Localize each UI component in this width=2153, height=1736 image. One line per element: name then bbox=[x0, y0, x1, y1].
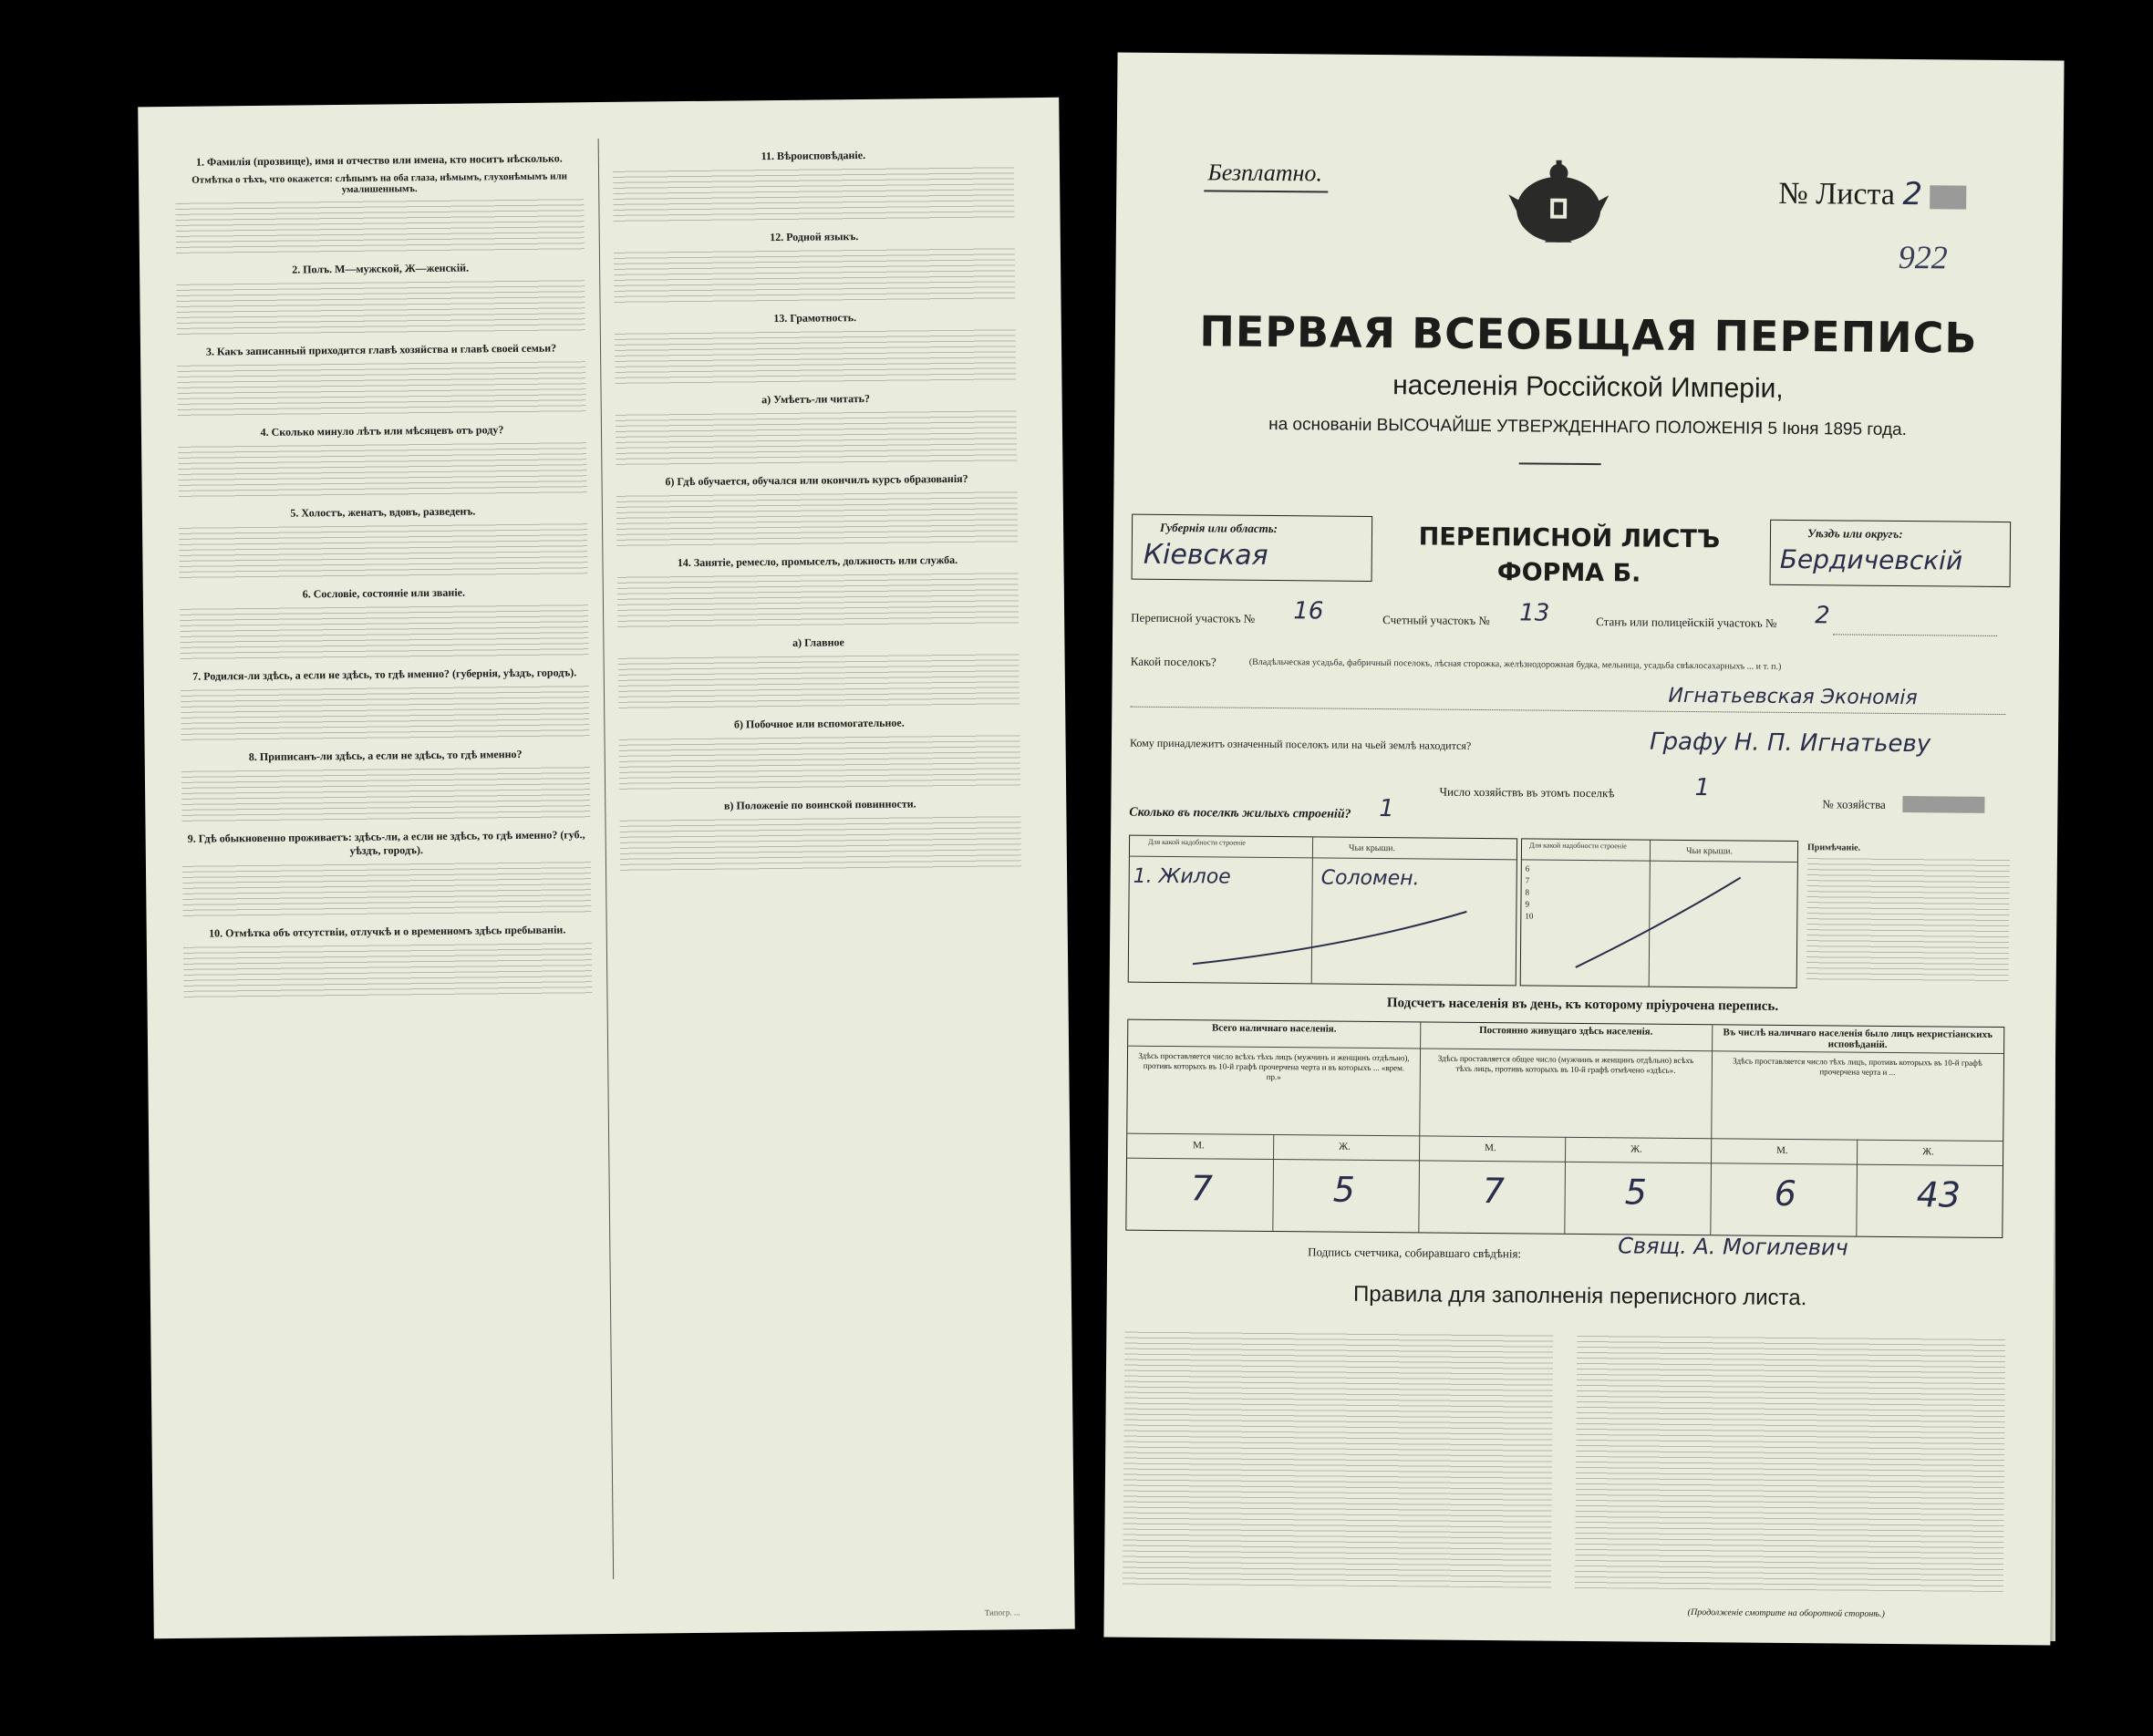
instruction-text-lines bbox=[618, 651, 1020, 710]
instruction-text-lines bbox=[175, 196, 585, 255]
redaction-block bbox=[1902, 796, 1984, 813]
instruction-heading: 1. Фамилія (прозвище), имя и отчество или имена, кто носитъ нѣсколько. bbox=[195, 151, 563, 169]
instruction-heading: а) Главное bbox=[792, 636, 844, 649]
free-label-underline bbox=[1204, 190, 1328, 192]
buildings-table-right bbox=[1520, 838, 1798, 988]
perepisnoy-uchastok-value: 16 bbox=[1293, 597, 1324, 625]
instruction-text-lines bbox=[615, 326, 1017, 386]
instruction-heading: 14. Занятіе, ремесло, промыселъ, должность или служба. bbox=[677, 553, 958, 570]
instruction-heading: 13. Грамотность. bbox=[773, 311, 857, 326]
free-label: Безплатно. bbox=[1207, 159, 1323, 187]
instruction-text-lines bbox=[618, 732, 1020, 791]
instruction-text-lines bbox=[616, 408, 1018, 467]
instruction-heading: б) Гдѣ обучается, обучался или окончилъ курсъ образованія? bbox=[665, 471, 968, 489]
instruction-section bbox=[177, 341, 586, 418]
poselok-label: Какой поселокъ? bbox=[1130, 654, 1216, 669]
form-subtitle: населенія Россійской Имперіи, bbox=[1392, 370, 1784, 404]
instruction-heading: 10. Отмѣтка объ отсутствіи, отлучкѣ и о временномъ здѣсь пребываніи. bbox=[209, 923, 566, 940]
row-number: 10 bbox=[1525, 911, 1534, 921]
instruction-text-lines bbox=[178, 439, 587, 499]
title-rule bbox=[1519, 462, 1601, 465]
calc-column-head: Постоянно живущаго здѣсь населенія. bbox=[1420, 1022, 1712, 1051]
instruction-section bbox=[616, 471, 1018, 548]
row-number: 6 bbox=[1525, 863, 1530, 873]
census-form-page bbox=[1103, 53, 2064, 1646]
form-basis: на основаніи ВЫСОЧАЙШЕ УТВЕРЖДЕННАГО ПОЛОЖЕНІЯ 5 Іюня 1895 года. bbox=[1268, 414, 1908, 440]
instruction-heading: 9. Гдѣ обыкновенно проживаетъ: здѣсь-ли, а если не здѣсь, то гдѣ именно? (губ., уѣздъ, городъ). bbox=[187, 828, 585, 857]
male-label: М. bbox=[1776, 1144, 1788, 1156]
instruction-section bbox=[617, 634, 1020, 710]
instructions-column-1 bbox=[175, 146, 599, 1602]
stan-value: 2 bbox=[1815, 602, 1830, 630]
instruction-section bbox=[616, 553, 1019, 629]
households-value: 1 bbox=[1694, 774, 1711, 802]
buildings-strike-line bbox=[1165, 900, 1495, 976]
female-count: 5 bbox=[1332, 1169, 1356, 1210]
calc-column-head: Въ числѣ наличнаго населенія было лицъ нехристіанскихъ исповѣданій. bbox=[1712, 1025, 2003, 1054]
mf-divider bbox=[1564, 1137, 1566, 1234]
form-name bbox=[1377, 520, 1761, 593]
sheet-number-label: № Листа bbox=[1778, 176, 1896, 212]
column-divider bbox=[598, 139, 615, 1579]
calc-column-desc: Здѣсь проставляется число тѣхъ лицъ, противъ которыхъ въ 10-й графѣ прочерчена черта и ... bbox=[1733, 1056, 1982, 1077]
instruction-heading: б) Побочное или вспомогательное. bbox=[733, 716, 905, 731]
schetny-uchastok-label: Счетный участокъ № bbox=[1382, 613, 1490, 628]
instruction-text-lines bbox=[183, 940, 593, 999]
instruction-section bbox=[179, 503, 588, 580]
buildings-value: 1 bbox=[1379, 795, 1395, 823]
instruction-heading: a) Умѣетъ-ли читать? bbox=[761, 391, 871, 407]
stan-label: Станъ или полицейскій участокъ № bbox=[1596, 615, 1777, 630]
row-number: 9 bbox=[1525, 899, 1530, 909]
archive-number: 922 bbox=[1898, 238, 1948, 276]
poselok-value: Игнатьевская Экономія bbox=[1668, 684, 1918, 710]
instruction-section bbox=[181, 747, 591, 823]
instruction-heading: 5. Холостъ, женатъ, вдовъ, разведенъ. bbox=[290, 504, 476, 520]
instruction-text-lines bbox=[616, 489, 1019, 548]
instruction-text-lines bbox=[181, 683, 590, 742]
instruction-text-lines bbox=[182, 859, 592, 918]
instruction-text-lines bbox=[613, 164, 1015, 223]
calc-column bbox=[1126, 1020, 1421, 1233]
mf-divider bbox=[1856, 1140, 1858, 1236]
row-number: 7 bbox=[1525, 875, 1530, 885]
double-headed-eagle-emblem-icon bbox=[1508, 158, 1610, 250]
households-label: Число хозяйствъ въ этомъ поселкѣ bbox=[1439, 784, 1615, 801]
uezd-label: Уѣздъ или округъ: bbox=[1806, 526, 1903, 542]
instruction-section bbox=[182, 828, 592, 918]
buildings-col2-header: Чьи крыши. bbox=[1348, 842, 1396, 854]
rules-title: Правила для заполненія переписного листа. bbox=[1352, 1281, 1807, 1311]
perepisnoy-uchastok-label: Переписной участокъ № bbox=[1131, 610, 1256, 625]
instruction-section bbox=[619, 796, 1021, 873]
form-title: ПЕРВАЯ ВСЕОБЩАЯ ПЕРЕПИСЬ bbox=[1199, 306, 1978, 363]
instruction-subheading: Отмѣтка о тѣхъ, что окажется: слѣпымъ на оба глаза, нѣмымъ, глухонѣмымъ или умалишеннымъ. bbox=[191, 170, 567, 195]
buildings-col1-header: Для какой надобности строеніе bbox=[1148, 837, 1246, 847]
continuation-note: (Продолженіе смотрите на оборотной сторонѣ.) bbox=[1687, 1607, 1885, 1619]
instruction-heading: 7. Родился-ли здѣсь, а если не здѣсь, то гдѣ именно? (губернія, уѣздъ, городъ). bbox=[192, 666, 577, 683]
instruction-text-lines bbox=[180, 602, 589, 661]
instruction-section bbox=[615, 309, 1017, 386]
sheet-number-value: 2 bbox=[1902, 176, 1923, 213]
instructions-column-2 bbox=[613, 141, 1030, 1597]
signature-label: Подпись счетчика, собиравшаго свѣдѣнія: bbox=[1308, 1245, 1522, 1261]
uezd-box bbox=[1770, 520, 2012, 587]
instruction-heading: в) Положеніе по воинской повинности. bbox=[723, 797, 916, 812]
owner-label: Кому принадлежитъ означенный поселокъ или на чьей землѣ находится? bbox=[1129, 736, 1472, 752]
instruction-text-lines bbox=[179, 521, 588, 580]
male-count: 6 bbox=[1774, 1173, 1797, 1214]
instruction-heading: 2. Полъ. М—мужской, Ж—женскій. bbox=[292, 261, 470, 276]
instruction-heading: 11. Вѣроисповѣданіе. bbox=[761, 148, 866, 163]
buildings-table-header bbox=[1130, 836, 1516, 861]
instruction-section bbox=[183, 923, 593, 999]
instruction-section bbox=[613, 147, 1015, 223]
household-no-label: № хозяйства bbox=[1822, 797, 1886, 811]
calc-column bbox=[1418, 1022, 1713, 1235]
instruction-section bbox=[181, 666, 590, 742]
instruction-section bbox=[614, 228, 1016, 305]
stan-line bbox=[1833, 633, 1997, 636]
instruction-heading: 8. Приписанъ-ли здѣсь, а если не здѣсь, то гдѣ именно? bbox=[248, 747, 523, 764]
instruction-section bbox=[616, 390, 1018, 467]
instruction-text-lines bbox=[619, 813, 1021, 873]
form-name-label: ПЕРЕПИСНОЙ ЛИСТЪ bbox=[1418, 522, 1721, 554]
instruction-heading: 12. Родной языкъ. bbox=[770, 230, 859, 244]
schetny-uchastok-value: 13 bbox=[1519, 599, 1550, 627]
buildings-table-header-2 bbox=[1522, 839, 1797, 863]
female-label: Ж. bbox=[1922, 1146, 1934, 1158]
note-text-lines bbox=[1806, 855, 2010, 985]
instruction-section bbox=[175, 151, 585, 255]
note-label: Примѣчаніе. bbox=[1806, 842, 1861, 853]
instruction-heading: 4. Сколько минуло лѣтъ или мѣсяцевъ отъ роду? bbox=[260, 423, 504, 439]
uezd-value: Бердичевскій bbox=[1779, 543, 1963, 576]
guberniya-label: Губернія или область: bbox=[1159, 520, 1278, 536]
buildings-entry-1-roof: Соломен. bbox=[1320, 866, 1420, 891]
printer-imprint: Типогр. ... bbox=[984, 1607, 1020, 1617]
mf-divider bbox=[1272, 1134, 1274, 1231]
buildings-col2-header-2: Чьи крыши. bbox=[1685, 845, 1734, 857]
buildings-label: Сколько въ поселкѣ жилыхъ строеній? bbox=[1129, 805, 1351, 822]
redaction-block bbox=[1930, 185, 1966, 209]
male-count: 7 bbox=[1190, 1168, 1214, 1209]
owner-value: Графу Н. П. Игнатьеву bbox=[1649, 728, 1931, 759]
calc-column bbox=[1710, 1025, 2003, 1237]
instruction-text-lines bbox=[176, 277, 585, 336]
female-label: Ж. bbox=[1630, 1143, 1642, 1155]
population-calc-table bbox=[1125, 1019, 2004, 1238]
instruction-section bbox=[618, 715, 1020, 791]
signature-value: Свящ. А. Могилевич bbox=[1618, 1233, 1848, 1261]
instruction-section bbox=[178, 422, 587, 499]
instruction-section bbox=[180, 584, 589, 661]
calc-column-head: Всего наличнаго населенія. bbox=[1128, 1020, 1420, 1049]
female-count: 5 bbox=[1624, 1172, 1648, 1213]
buildings-strike-line-2 bbox=[1558, 867, 1777, 978]
calc-column-desc: Здѣсь проставляется число всѣхъ тѣхъ лицъ (мужчинъ и женщинъ отдѣльно), противъ которыхъ въ 10-й графѣ прочерчена черта и въ которыхъ ... «врем. пр.» bbox=[1138, 1050, 1410, 1082]
instruction-text-lines bbox=[614, 245, 1016, 305]
female-count: 43 bbox=[1916, 1174, 1962, 1215]
rules-text-lines bbox=[1123, 1329, 1553, 1588]
buildings-col1-header-2: Для какой надобности строеніе bbox=[1528, 841, 1627, 851]
calc-title: Подсчетъ населенія въ день, къ которому пріурочена перепись. bbox=[1386, 996, 1779, 1014]
instruction-text-lines bbox=[181, 764, 591, 823]
row-number: 8 bbox=[1525, 887, 1530, 897]
guberniya-value: Кіевская bbox=[1143, 538, 1268, 572]
note-block bbox=[1806, 842, 2010, 990]
sheet-number-field bbox=[1778, 175, 1967, 213]
male-label: М. bbox=[1193, 1140, 1205, 1152]
rules-text-right bbox=[1575, 1329, 2006, 1597]
instruction-text-lines bbox=[617, 570, 1020, 629]
rules-text-left bbox=[1123, 1326, 1554, 1594]
female-label: Ж. bbox=[1339, 1141, 1351, 1152]
instruction-section bbox=[176, 260, 585, 336]
buildings-entry-1: 1. Жилое bbox=[1133, 864, 1231, 889]
left-page bbox=[138, 98, 1075, 1638]
poselok-hint: (Владѣльческая усадьба, фабричный поселокъ, лѣсная сторожка, желѣзнодорожная будка, мельница, усадьба свѣклосахарныхъ ... и т. п.) bbox=[1248, 656, 1782, 672]
guberniya-box bbox=[1132, 514, 1373, 582]
instruction-heading: 3. Какъ записанный приходится главѣ хозяйства и главѣ своей семьи? bbox=[205, 341, 557, 358]
instruction-text-lines bbox=[177, 358, 586, 418]
male-label: М. bbox=[1485, 1142, 1496, 1154]
calc-column-desc: Здѣсь проставляется общее число (мужчинъ и женщинъ отдѣльно) всѣхъ тѣхъ лицъ, противъ которыхъ въ 10-й графѣ отмѣчено «здѣсь». bbox=[1437, 1053, 1694, 1075]
male-count: 7 bbox=[1482, 1171, 1506, 1212]
instruction-heading: 6. Сословіе, состояніе или званіе. bbox=[302, 585, 466, 601]
rules-text-lines bbox=[1575, 1333, 2005, 1592]
buildings-table-left bbox=[1128, 835, 1517, 987]
form-letter: ФОРМА Б. bbox=[1496, 558, 1641, 588]
buildings-row-numbers bbox=[1525, 863, 1534, 922]
